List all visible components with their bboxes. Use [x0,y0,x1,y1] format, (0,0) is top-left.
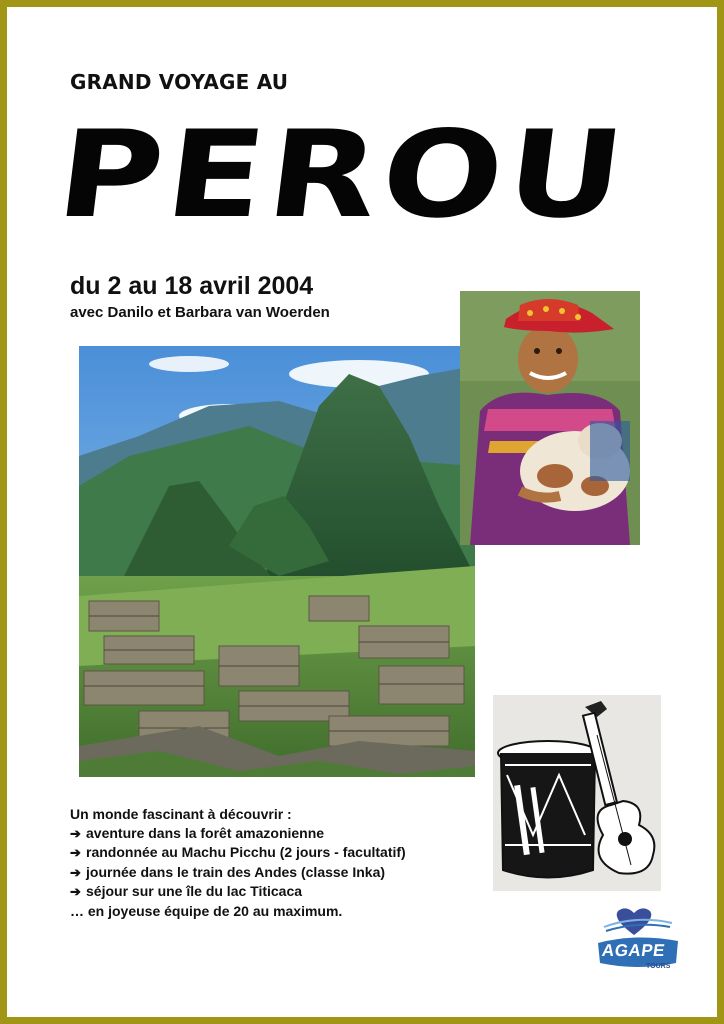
peruvian-girl-photo [460,291,640,545]
arrow-right-icon: ➔ [70,884,81,899]
trip-dates: du 2 au 18 avril 2004 [70,272,314,300]
logo-brand: AGAPE [600,941,667,960]
description-closing: … en joyeuse équipe de 20 au maximum. [70,902,343,919]
trip-guides: avec Danilo et Barbara van Woerden [70,304,330,321]
instruments-illustration [493,695,661,891]
trip-description [70,805,406,920]
description-item: ➔ séjour sur une île du lac Titicaca [70,882,406,902]
arrow-right-icon: ➔ [70,864,81,880]
arrow-right-icon: ➔ [70,845,81,860]
arrow-right-icon: ➔ [70,825,81,841]
description-item: ➔ journée dans le train des Andes (classe Inka) [70,863,406,883]
logo-sub: TOURS [646,963,671,970]
description-intro: Un monde fascinant à découvrir : [70,806,292,822]
agape-tours-logo [596,905,680,977]
poster-subtitle: GRAND VOYAGE AU [70,70,289,94]
description-item: ➔ aventure dans la forêt amazonienne [70,824,406,844]
machu-picchu-photo [79,346,475,777]
poster-title: PEROU [50,106,636,245]
description-item: ➔ randonnée au Machu Picchu (2 jours - facultatif) [70,843,406,863]
